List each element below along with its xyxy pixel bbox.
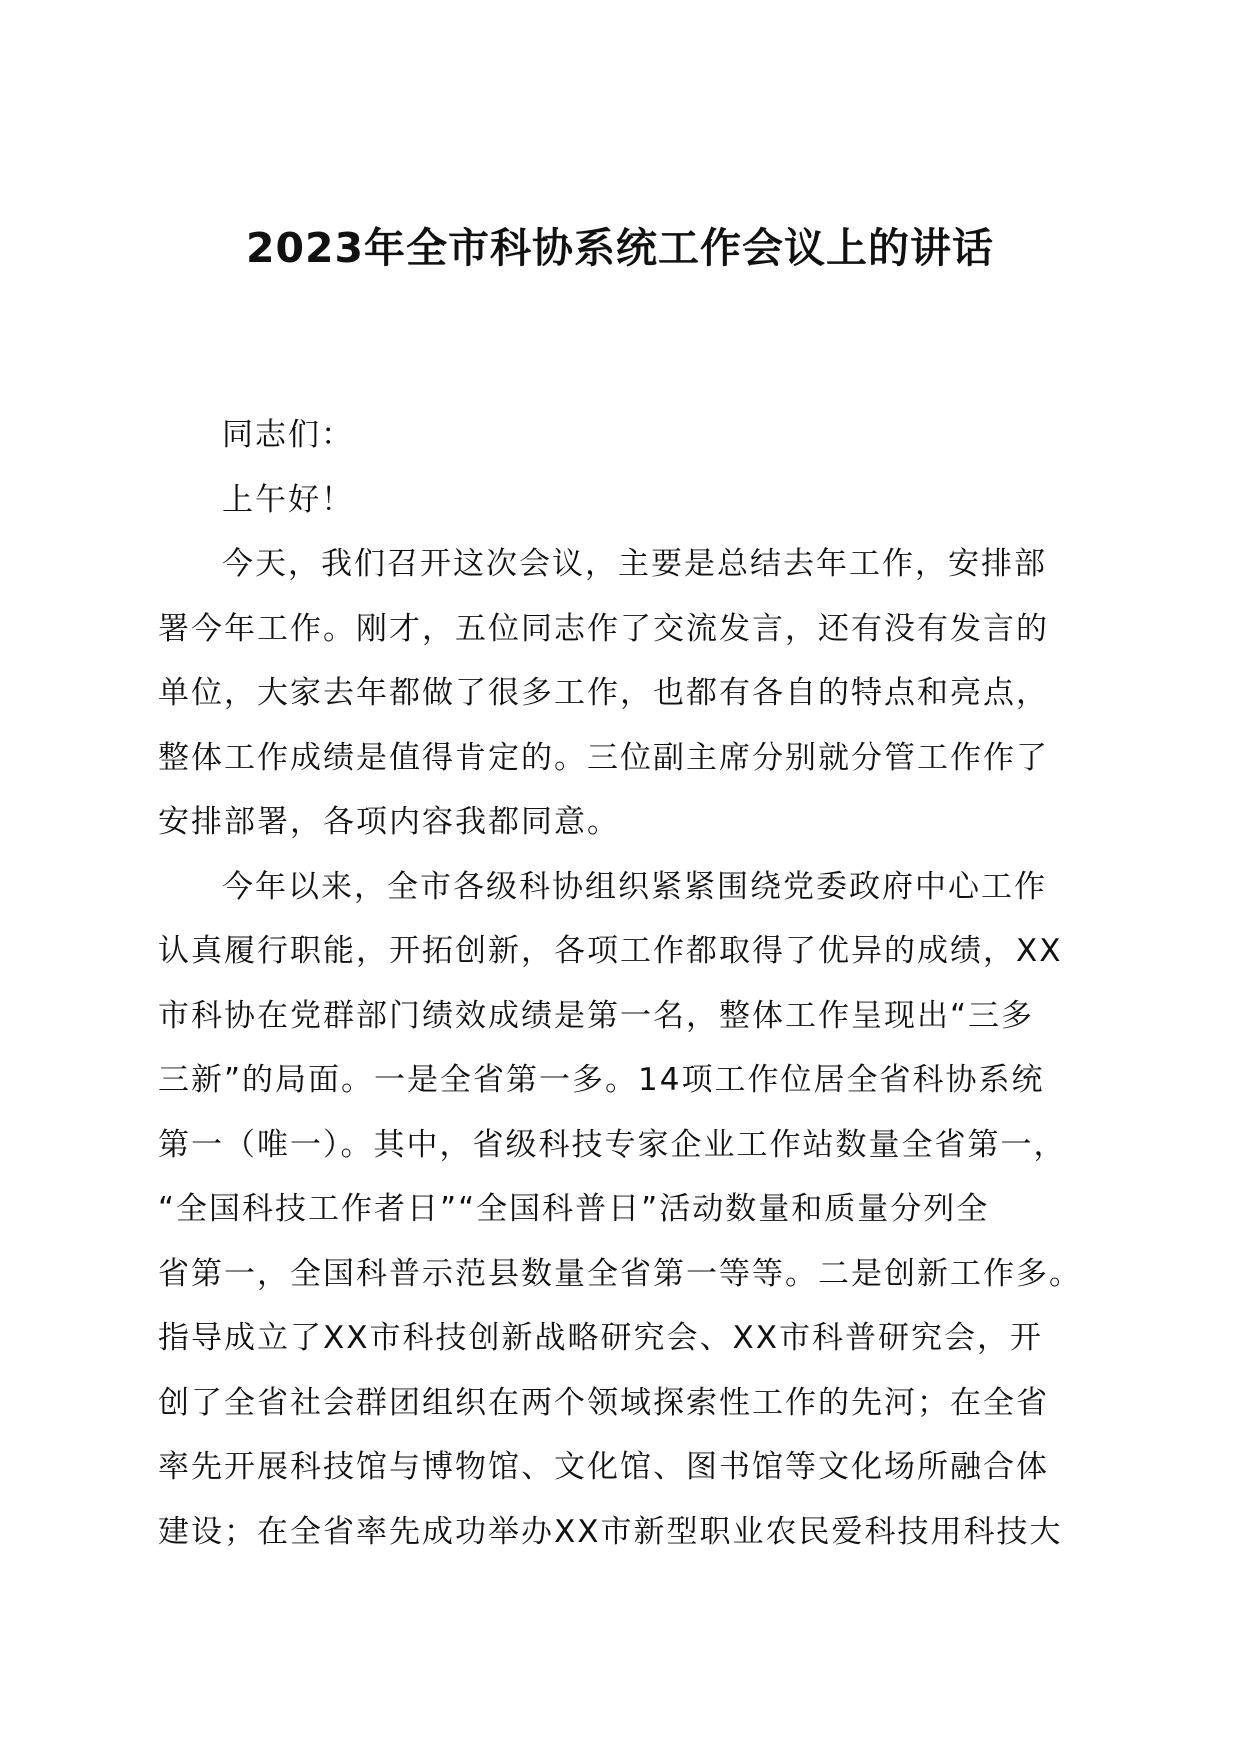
text-line: 上午好！: [222, 481, 354, 518]
text-line: 第一（唯一）。其中，省级科技专家企业工作站数量全省第一，: [158, 1126, 1067, 1163]
text-line: 同志们：: [222, 417, 354, 453]
document-title: 2023年全市科协系统工作会议上的讲话: [245, 224, 995, 272]
text-line: 建设；在全省率先成功举办XX市新型职业农民爱科技用科技大: [158, 1513, 1063, 1550]
text-line: 认真履行职能，开拓创新，各项工作都取得了优异的成绩，XX: [158, 933, 1063, 969]
text-line: 单位，大家去年都做了很多工作，也都有各自的特点和亮点，: [158, 675, 1049, 711]
text-line: 市科协在党群部门绩效成绩是第一名，整体工作呈现出“三多: [158, 997, 1035, 1034]
text-line: 三新”的局面。一是全省第一多。14项工作位居全省科协系统: [158, 1062, 1045, 1098]
text-line: 署今年工作。刚才，五位同志作了交流发言，还有没有发言的: [158, 610, 1049, 647]
text-line: 今年以来，全市各级科协组织紧紧围绕党委政府中心工作: [222, 868, 1047, 905]
text-line: 率先开展科技馆与博物馆、文化馆、图书馆等文化场所融合体: [158, 1449, 1049, 1485]
text-line: 整体工作成绩是值得肯定的。三位副主席分别就分管工作作了: [158, 739, 1049, 776]
text-line: 省第一，全国科普示范县数量全省第一等等。二是创新工作多。: [158, 1255, 1082, 1292]
text-line: 创了全省社会群团组织在两个领域探索性工作的先河；在全省: [158, 1384, 1049, 1421]
text-line: 今天，我们召开这次会议，主要是总结去年工作，安排部: [222, 546, 1047, 582]
speech-body: [158, 403, 1082, 1564]
text-line: 安排部署，各项内容我都同意。: [158, 804, 620, 840]
text-line: “全国科技工作者日”“全国科普日”活动数量和质量分列全: [158, 1191, 990, 1227]
text-line: 指导成立了XX市科技创新战略研究会、XX市科普研究会，开: [158, 1320, 1043, 1356]
